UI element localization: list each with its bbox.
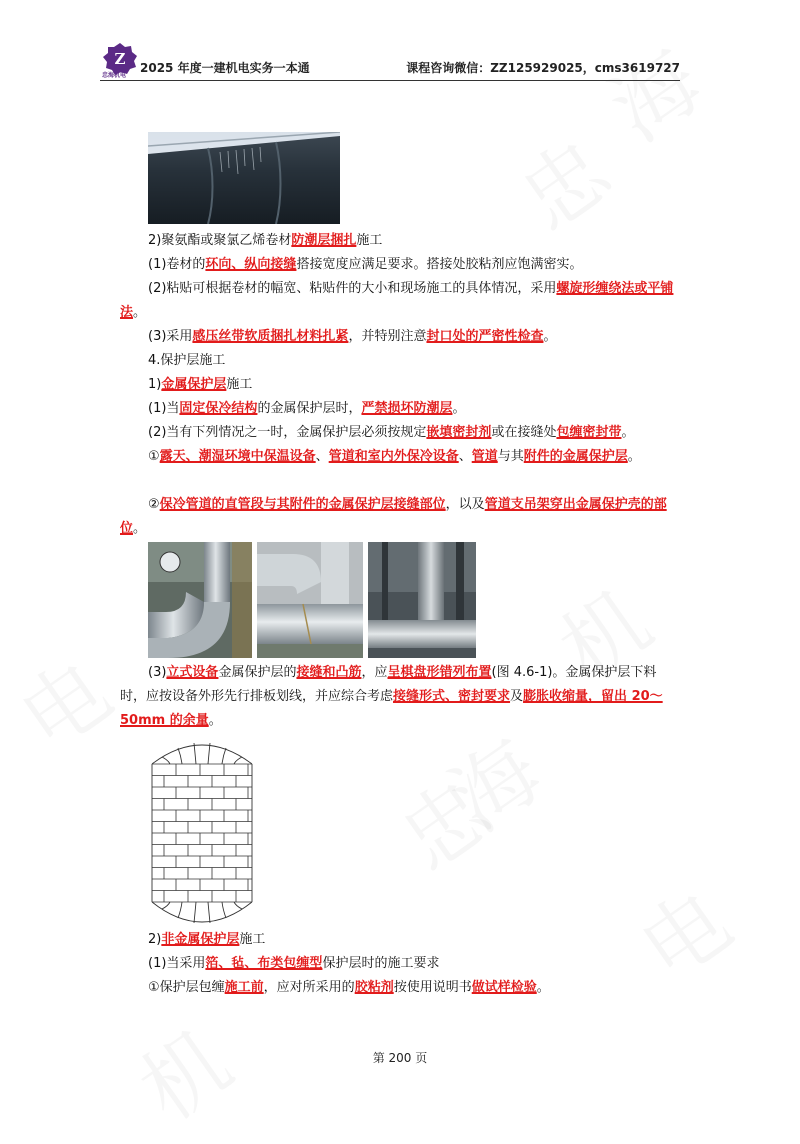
text-run: 施工	[226, 377, 253, 392]
text-run: 、	[315, 449, 329, 464]
keyword-highlight: 固定保冷结构	[179, 401, 258, 416]
paragraph	[120, 952, 680, 976]
text-run: ②	[148, 497, 160, 512]
text-run: ①	[148, 449, 160, 464]
keyword-highlight: 金属保护层	[161, 377, 227, 392]
text-run: 保护层时的施工要求	[322, 956, 440, 971]
paragraph	[120, 277, 680, 325]
keyword-highlight: 施工前	[224, 980, 264, 995]
text-run: 。	[543, 329, 557, 344]
keyword-highlight: 封口处的严密性检查	[426, 329, 544, 344]
keyword-highlight: 螺旋形缠绕法或平铺法	[120, 281, 674, 320]
text-run: 。	[452, 401, 466, 416]
text-run: 按使用说明书	[393, 980, 472, 995]
contact-info: 课程咨询微信：ZZ125929025，cms3619727	[406, 61, 680, 75]
keyword-highlight: 接缝形式、密封要求	[393, 689, 511, 704]
page-header	[100, 40, 680, 81]
text-run: (2)粘贴可根据卷材的幅宽、粘贴件的大小和现场施工的具体情况，采用	[148, 281, 557, 296]
text-run: 。	[208, 713, 222, 728]
watermark-char	[113, 997, 251, 1144]
text-run: (3)	[148, 665, 167, 680]
metal-clad-pipe-photo-3	[368, 542, 476, 658]
text-run: ，并特别注意	[348, 329, 427, 344]
metal-clad-pipe-photo-1	[148, 542, 252, 658]
paragraph	[120, 421, 680, 445]
checkerboard-seam-diagram	[148, 738, 256, 926]
paragraph	[120, 349, 680, 373]
text-run: ，以及	[445, 497, 485, 512]
text-run: 与其	[497, 449, 524, 464]
text-run: (2)当有下列情况之一时，金属保护层必须按规定	[148, 425, 427, 440]
text-run: (1)卷材的	[148, 257, 206, 272]
text-run: 、	[458, 449, 472, 464]
keyword-highlight: 管道和室内外保冷设备	[328, 449, 459, 464]
keyword-highlight: 嵌填密封剂	[426, 425, 492, 440]
text-run: 。	[133, 521, 147, 536]
text-run: 及	[510, 689, 524, 704]
paragraph	[120, 397, 680, 421]
text-run: (3)采用	[148, 329, 193, 344]
keyword-highlight: 胶粘剂	[354, 980, 394, 995]
logo-caption: 忠海机电	[102, 72, 127, 79]
text-run: 施工	[356, 233, 383, 248]
metal-clad-pipe-photo-2	[257, 542, 363, 658]
text-run: ①保护层包缠	[148, 980, 225, 995]
paragraph	[120, 229, 680, 253]
paragraph	[120, 928, 680, 952]
text-run: (1)当	[148, 401, 180, 416]
text-run: ，应对所采用的	[263, 980, 355, 995]
text-run: 。	[133, 305, 147, 320]
svg-text:Z: Z	[114, 50, 126, 68]
keyword-highlight: 严禁损坏防潮层	[361, 401, 453, 416]
keyword-highlight: 附件的金属保护层	[523, 449, 628, 464]
keyword-highlight: 立式设备	[166, 665, 219, 680]
watermark-char	[583, 17, 721, 164]
text-run: 4.保护层施工	[148, 353, 226, 368]
watermark-char	[373, 747, 511, 894]
text-run: (图 4.6-1)。金属保护层下料时，应按设备外形先行排板划线，并应综合考虑	[120, 665, 657, 704]
text-run: 。	[621, 425, 635, 440]
keyword-highlight: 包缠密封带	[556, 425, 622, 440]
keyword-highlight: 感压丝带软质捆扎材料扎紧	[192, 329, 349, 344]
text-run: 搭接宽度应满足要求。搭接处胶粘剂应饱满密实。	[296, 257, 583, 272]
paragraph	[120, 253, 680, 277]
keyword-highlight: 膨胀收缩量，留出 20～50mm 的余量	[120, 689, 663, 728]
text-run: (1)当采用	[148, 956, 206, 971]
keyword-highlight: 露天、潮湿环境中保温设备	[159, 449, 316, 464]
text-run: 的金属保护层时，	[257, 401, 362, 416]
text-run: 。	[627, 449, 641, 464]
text-run: 施工	[239, 932, 266, 947]
keyword-highlight: 环向、纵向接缝	[205, 257, 297, 272]
keyword-highlight: 做试样检验	[471, 980, 537, 995]
keyword-highlight: 呈棋盘形错列布置	[387, 665, 492, 680]
text-run: 金属保护层的	[218, 665, 297, 680]
keyword-highlight: 防潮层捆扎	[291, 233, 357, 248]
insulated-pipe-photo	[148, 132, 340, 224]
text-run: 2)聚氨酯或聚氯乙烯卷材	[148, 233, 292, 248]
paragraph	[120, 325, 680, 349]
text-run: 1)	[148, 377, 162, 392]
keyword-highlight: 管道支吊架穿出金属保护壳的部位	[120, 497, 667, 536]
paragraph	[120, 493, 680, 541]
text-run: 2)	[148, 932, 162, 947]
page-number: 第 200 页	[372, 1051, 428, 1065]
keyword-highlight: 非金属保护层	[161, 932, 240, 947]
paragraph	[120, 373, 680, 397]
keyword-highlight: 箔、毡、布类包缠型	[205, 956, 323, 971]
text-run: 。	[536, 980, 550, 995]
paragraph	[120, 661, 680, 733]
watermark-char	[0, 627, 131, 774]
paragraph	[120, 976, 680, 1000]
text-run: ，应	[361, 665, 388, 680]
keyword-highlight: 保冷管道的直管段与其附件的金属保护层接缝部位	[159, 497, 446, 512]
text-run: 或在接缝处	[491, 425, 557, 440]
paragraph	[120, 445, 680, 469]
keyword-highlight: 管道	[471, 449, 498, 464]
document-title: 2025 年度一建机电实务一本通	[140, 61, 310, 75]
keyword-highlight: 接缝和凸筋	[296, 665, 362, 680]
